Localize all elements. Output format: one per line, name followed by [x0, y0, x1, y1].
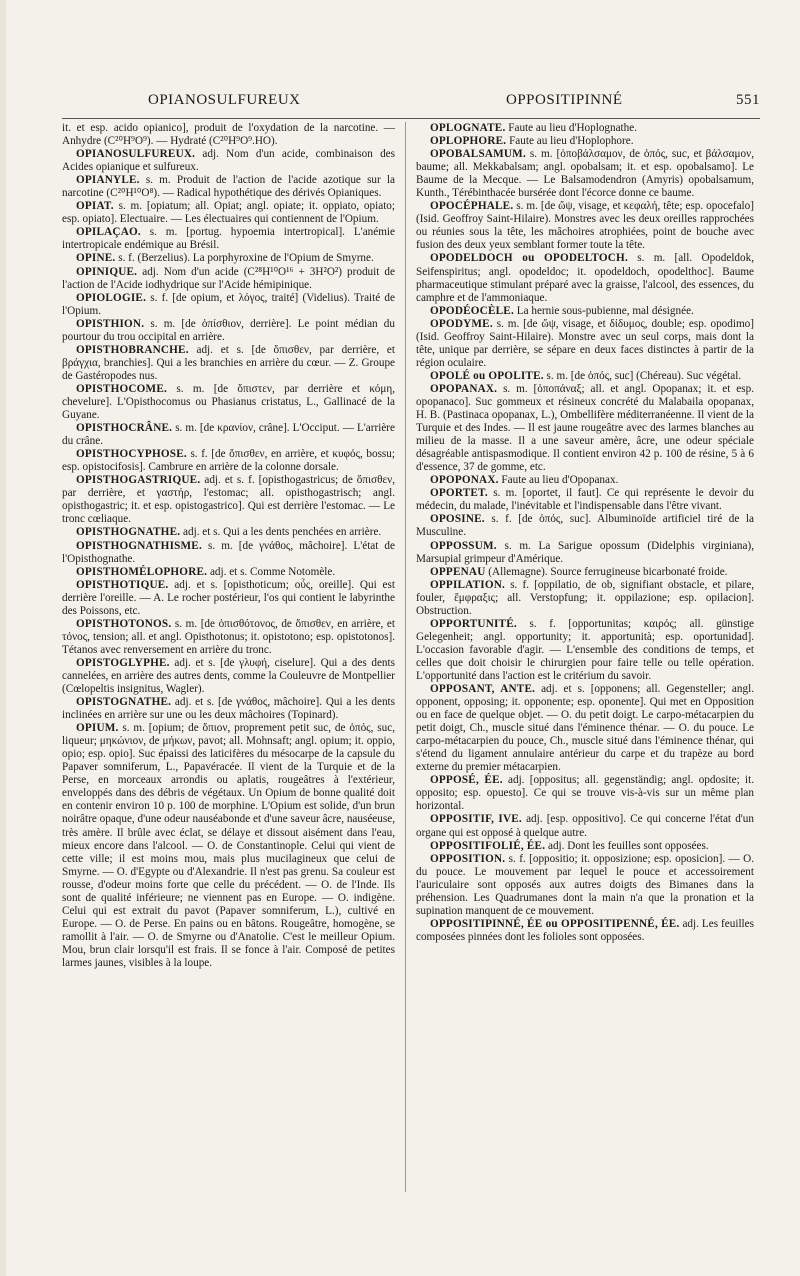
- dictionary-entry: [62, 148, 395, 174]
- dictionary-entry: [416, 383, 754, 474]
- entry-definition: Faute au lieu d'Hoplognathe.: [505, 122, 638, 134]
- header-left-word: OPIANOSULFUREUX: [148, 92, 301, 108]
- entry-headword: OPOPANAX.: [430, 382, 498, 395]
- dictionary-entry: [62, 540, 395, 566]
- dictionary-entry: [62, 252, 395, 265]
- entry-headword: OPPOSITIFOLIÉ, ÉE.: [430, 839, 546, 852]
- entry-headword: OPPENAU: [430, 565, 486, 578]
- entry-definition: adj. et s. [de γνάθος, mâchoire]. Qui a les dents inclinées en arrière sur une ou les deux mâchoires (Topinard).: [62, 696, 395, 722]
- page-number: 551: [736, 92, 760, 108]
- entry-definition: s. m. [de ὀπισθότονος, de ὄπισθεν, en arrière, et τόνος, tension; all. et angl. Opisthotonus; it. opistotono; esp. opistotonos]. Tétanos avec renversement en arrière du tronc.: [62, 617, 395, 656]
- entry-headword: OPIANYLE.: [76, 174, 140, 187]
- entry-definition: adj. Dont les feuilles sont opposées.: [545, 839, 709, 852]
- entry-definition: s. f. [de ὄπισθεν, en arrière, et κυφός, bossu; esp. opistocifosis]. Cambrure en arrière de la colonne dorsale.: [62, 448, 395, 474]
- entry-headword: OPLOPHORE.: [430, 135, 507, 148]
- entry-headword: OPPOSSUM.: [430, 539, 497, 552]
- entry-headword: OPPILATION.: [430, 578, 506, 591]
- entry-headword: OPISTOGNATHE.: [76, 696, 172, 709]
- dictionary-entry: [416, 683, 754, 774]
- entry-definition: adj. et s. f. [opisthogastricus; de ὄπισθεν, par derrière, et γαστήρ, l'estomac; all. opisthogastrisch; angl. opisthogastric; it. et esp. opistogastrico]. Qui est derrière l'estomac. — Le tronc cœliaque.: [62, 474, 395, 526]
- dictionary-entry: [416, 305, 754, 318]
- entry-headword: OPPOSANT, ANTE.: [430, 683, 536, 696]
- entry-definition: s. m. [de ὀπός, suc] (Chéreau). Suc végétal.: [543, 369, 742, 382]
- entry-definition: s. f. [opportunitas; καιρός; all. günstige Gelegenheit; angl. opportunity; it. apportunità; esp. oportunidad]. L'occasion favorable d'agir. — L'ensemble des conditions de temps, et celles que doit choisir le chirurgien pour faire telle ou telle opération. L'opportunité dans l'action est le critérium du savoir.: [416, 617, 754, 682]
- running-header: [62, 92, 760, 114]
- entry-headword: OPIUM.: [76, 722, 119, 735]
- dictionary-entry: [416, 513, 754, 539]
- entry-definition: s. m. [ὀποπάναξ; all. et angl. Opopanax; it. et esp. opopanaco]. Suc gommeux et résineux concrété du Malabaila opopanax, H. B. (Pastinaca opopanax, L.), Ombellifère méditerranéenne. Il vient de la Turquie et des Indes. — Il est jaune rougeâtre avec des larmes blanches au milieu de la masse. Il a une saveur amère, âcre, une odeur spéciale désagréable antispasmodique. Il contient environ 42 p. 100 de résine, 5 à 6 d'essence, 37 de gomme, etc.: [416, 382, 754, 474]
- entry-definition: s. m. [de ὤψ, visage, et κεφαλή, tête; esp. opocefalo] (Isid. Geoffroy Saint-Hilaire). Monstres avec les deux oreilles rapprochées ou réunies sous la tête, les mâchoires atrophiées, point de bouche avec fusion des deux yeux semblant former toute la tête.: [416, 200, 754, 252]
- entry-definition: s. m. Produit de l'action de l'acide azotique sur la narcotine (C²⁰H¹⁰O⁸). — Radical hypothétique des dérivés Opianiques.: [62, 174, 395, 200]
- dictionary-entry: [416, 813, 754, 839]
- entry-definition: s. f. [de ὀπός, suc]. Albuminoïde artificiel tiré de la Musculine.: [416, 513, 754, 539]
- entry-headword: OPISTHOCOME.: [76, 382, 167, 395]
- entry-headword: OPISTHOGNATHISME.: [76, 539, 202, 552]
- entry-definition: s. m. [opium; de ὄπιον, proprement petit suc, de ὀπός, suc, liqueur; μηκώνιον, de μήκων, pavot; all. Mohnsaft; angl. opium; it. oppio, opio; esp. opio]. Suc épaissi des laticifères du mésocarpe de la capsule du Papaver somniferum, L., Papavéracée. Il vient de la Turquie et de la Perse, en morceaux arrondis ou aplatis, rougeâtres à l'extérieur, enveloppés dans des débris de végétaux. Un Opium de bonne qualité doit en contenir environ 10 p. 100 de morphine. L'Opium est solide, d'un brun noirâtre opaque, d'une odeur nauséabonde et d'une saveur âcre, nauséeuse, très amère. Il brûle avec éclat, se délaye et dissout aisément dans l'eau, mieux encore dans l'alcool. — O. de Constantinople. Celui qui vient de cette ville; il est moins mou, mais plus mucilagineux que celui de Smyrne. — O. d'Egypte ou d'Alexandrie. Il n'est pas grenu. Sa couleur est rousse, d'odeur moins forte que celle du précédent. — O. de l'Inde. Ils sont de qualité inférieure; ne viennent pas en Europe. — O. indigène. Celui qui est extrait du pavot (Papaver somniferum, L.), cultivé en Europe. — O. de Perse. En pains ou en bâtons. Rougeâtre, homogène, se ramollit à l'air. — O. de Smyrne ou d'Anatolie. C'est le meilleur Opium. Mou, brun clair lorsqu'il est frais. Il se fonce à l'air. Composé de petites larmes jaunes, visibles à la loupe.: [62, 722, 395, 969]
- entry-headword: OPISTHOTIQUE.: [76, 578, 169, 591]
- entry-definition: s. f. [oppositio; it. opposizione; esp. oposicion]. — O. du pouce. Le mouvement par lequel le pouce et accessoirement l'auriculaire sont opposés aux autres doigts des Bimanes dans la préhension. Les Quadrumanes dont la main n'a que la pronation et la supination manquent de ce mouvement.: [416, 852, 754, 917]
- entry-definition: Faute au lieu d'Opopanax.: [498, 474, 619, 487]
- entry-definition: s. m. [all. Opodeldok, Seifenspiritus; angl. opodeldoc; it. opodeldoch, opodelthoc]. Baume pharmaceutique stimulant préparé avec la graisse, l'alcool, des essences, du camphre et de l'ammoniaque.: [416, 252, 755, 304]
- dictionary-entry: [416, 135, 754, 148]
- dictionary-entry: [62, 226, 395, 252]
- dictionary-entry: [62, 566, 395, 579]
- entry-definition: Faute au lieu d'Hoplophore.: [506, 135, 634, 148]
- entry-definition: s. m. [opiatum; all. Opiat; angl. opiate; it. oppiato, opiato; esp. opiato]. Electuaire. — Les électuaires qui contiennent de l'Opium.: [62, 200, 395, 226]
- entry-definition: adj. Nom d'un acide (C²⁸H¹⁰O¹⁶ + 3H²O²) produit de l'action de l'Acide iodhydrique sur l'Acide hémipinique.: [62, 265, 395, 291]
- entry-headword: OPIOLOGIE.: [76, 291, 147, 304]
- entry-definition: s. m. [de ὤψ, visage, et δίδυμος, double; esp. opodimo] (Isid. Geoffroy Saint-Hilaire). Monstre avec un seul corps, mais dont la tête, unique par derrière, se sépare en deux faces distinctes à partir de la région oculaire.: [416, 317, 754, 369]
- entry-headword: OPODYME.: [430, 317, 493, 330]
- dictionary-entry: [62, 344, 395, 383]
- dictionary-entry: [62, 292, 395, 318]
- dictionary-entry: [62, 122, 395, 148]
- entry-definition: adj. et s. [de γλυφή, ciselure]. Qui a des dents cannelées, en arrière des autres dents, comme la Couleuvre de Montpellier (Cœlopeltis insignitus, Wagler).: [62, 656, 396, 696]
- dictionary-entry: [416, 148, 754, 200]
- entry-definition: adj. et s. [de ὄπισθεν, par derrière, et βράγχια, branchies]. Qui a les branchies en arrière du cœur. — Z. Groupe de Gastéropodes nus.: [62, 343, 395, 382]
- entry-headword: OPPOSITION.: [430, 852, 506, 865]
- dictionary-entry: [416, 474, 754, 487]
- header-center-word: OPPOSITIPINNÉ: [506, 92, 623, 108]
- entry-definition: s. f. (Berzelius). La porphyroxine de l'Opium de Smyrne.: [115, 252, 374, 265]
- entry-headword: OPLOGNATE.: [430, 122, 506, 134]
- dictionary-entry: [62, 657, 395, 696]
- entry-headword: OPILAÇAO.: [76, 226, 141, 239]
- entry-headword: OPISTHOCRÂNE.: [76, 422, 173, 435]
- entry-headword: OPPOSÉ, ÉE.: [430, 774, 503, 787]
- entry-headword: OPISTOGLYPHE.: [76, 656, 170, 669]
- entry-definition: adj. et s. Qui a les dents penchées en arrière.: [180, 526, 382, 539]
- entry-definition: La hernie sous-pubienne, mal désignée.: [513, 304, 694, 317]
- entry-headword: OPINE.: [76, 252, 116, 265]
- entry-definition: s. m. [portug. hypoemia intertropical]. L'anémie intertropicale endémique au Brésil.: [62, 226, 395, 252]
- dictionary-entry: [416, 618, 754, 683]
- dictionary-entry: [62, 318, 395, 344]
- dictionary-entry: [416, 579, 754, 618]
- scan-edge: [0, 0, 6, 1276]
- entry-definition: adj. Nom d'un acide, combinaison des Acides opianique et sulfureux.: [62, 148, 395, 174]
- dictionary-entry: [416, 318, 754, 370]
- entry-headword: OPPOSITIPINNÉ, ÉE ou OPPOSITIPENNÉ, ÉE.: [430, 917, 680, 930]
- dictionary-entry: [62, 579, 395, 618]
- entry-headword: OPISTHOBRANCHE.: [76, 343, 189, 356]
- entry-headword: OPIANOSULFUREUX.: [76, 148, 196, 161]
- entry-headword: OPOCÉPHALE.: [430, 200, 514, 213]
- dictionary-entry: [416, 853, 754, 918]
- dictionary-entry: [62, 266, 395, 292]
- entry-definition: adj. et s. [opisthoticum; οὖς, oreille]. Qui est derrière l'oreille. — A. Le rocher postérieur, l'os qui contient le labyrinthe des Poissons, etc.: [62, 578, 395, 617]
- entry-headword: OPOBALSAMUM.: [430, 148, 526, 161]
- entry-definition: adj. [esp. oppositivo]. Ce qui concerne l'état d'un organe qui est opposé à quelque autre.: [416, 813, 754, 839]
- dictionary-entry: [416, 370, 754, 383]
- entry-headword: OPOLÉ ou OPOLITE.: [430, 369, 544, 382]
- dictionary-entry: [62, 474, 395, 526]
- entry-definition: s. m. [de ὄπιστεν, par derrière et κόμη, chevelure]. L'Opisthocomus ou Phasianus cristatus, L., Gallinacé de la Guyane.: [62, 382, 395, 422]
- dictionary-entry: [62, 422, 395, 448]
- entry-definition: it. et esp. acido opianico], produit de l'oxydation de la narcotine. — Anhydre (C²⁰H⁹O⁹). — Hydraté (C²⁰H⁹O⁹.HO).: [62, 122, 395, 148]
- entry-headword: OPIAT.: [76, 200, 114, 213]
- entry-headword: OPISTHION.: [76, 317, 145, 330]
- entry-definition: adj. [oppositus; all. gegenständig; angl. opdosite; it. opposito; esp. opuesto]. Ce qui se trouve vis-à-vis sur un même plan horizontal.: [416, 774, 754, 813]
- header-rule: [62, 118, 760, 119]
- dictionary-entry: [416, 774, 754, 813]
- dictionary-entry: [62, 722, 395, 970]
- entry-definition: (Allemagne). Source ferrugineuse bicarbonaté froide.: [485, 565, 728, 578]
- entry-definition: s. m. [de κρανίον, crâne]. L'Occiput. — L'arrière du crâne.: [62, 422, 395, 448]
- dictionary-entry: [62, 448, 395, 474]
- entry-definition: s. f. [de opium, et λόγος, traité] (Videlius). Traité de l'Opium.: [62, 291, 395, 317]
- entry-headword: OPODELDOCH ou OPODELTOCH.: [430, 252, 628, 265]
- dictionary-entry: [62, 526, 395, 539]
- dictionary-entry: [416, 566, 754, 579]
- left-column: [62, 122, 395, 970]
- dictionary-entry: [62, 200, 395, 226]
- entry-definition: s. m. [ὀποβάλσαμον, de ὀπός, suc, et βάλσαμον, baume; all. Mekkabalsam; angl. opobalsam; it. et esp. opobalsamo]. Le Baume de la Mecque. — Le Balsamodendron (Amyris) opobalsamum, Kunth., Térébinthacée bursérée dont l'écorce donne ce baume.: [416, 148, 754, 200]
- dictionary-entry: [62, 696, 395, 722]
- column-divider: [405, 122, 406, 1192]
- entry-definition: adj. Les feuilles composées pinnées dont les folioles sont opposées.: [416, 917, 754, 943]
- dictionary-entry: [416, 540, 754, 566]
- entry-definition: s. f. [oppilatio, de ob, signifiant obstacle, et pilare, fouler, ἔμφραξις; all. Verstopfung; it. oppilazione; esp. opilacion]. Obstruction.: [416, 578, 754, 617]
- entry-definition: s. m. [de ὀπίσθιον, derrière]. Le point médian du pourtour du trou occipital en arrière.: [62, 317, 395, 343]
- entry-headword: OPISTHOTONOS.: [76, 617, 172, 630]
- entry-headword: OPISTHOGASTRIQUE.: [76, 474, 201, 487]
- entry-headword: OPORTET.: [430, 487, 488, 500]
- dictionary-entry: [62, 383, 395, 422]
- entry-headword: OPOPONAX.: [430, 474, 499, 487]
- dictionary-entry: [416, 252, 754, 304]
- entry-definition: s. m. [oportet, il faut]. Ce qui représente le devoir du médecin, du malade, l'inévitable et l'indispensable dans l'être vivant.: [416, 487, 754, 513]
- entry-headword: OPISTHOGNATHE.: [76, 526, 181, 539]
- right-column: [416, 122, 754, 944]
- entry-definition: adj. et s. [opponens; all. Gegensteller; angl. opponent, opposing; it. opponente; esp. oponente]. Qui met en Opposition ou en face de quelque objet. — O. du petit doigt. Le carpo-métacarpien du petit doigt, Ch., muscle situé dans l'éminence thénar. — O. du pouce. Le carpo-métacarpien du pouce, Ch., muscle situé dans l'éminence thénar, qui s'étend du ligament annulaire antérieur du carpe et du trapèze au bord externe du premier métacarpien.: [416, 683, 754, 774]
- entry-definition: s. m. La Sarigue opossum (Didelphis virginiana), Marsupial grimpeur d'Amérique.: [416, 539, 754, 565]
- entry-headword: OPPORTUNITÉ.: [430, 617, 517, 630]
- entry-headword: OPPOSITIF, IVE.: [430, 813, 522, 826]
- entry-headword: OPINIQUE.: [76, 265, 138, 278]
- entry-definition: adj. et s. Comme Notomèle.: [207, 565, 336, 578]
- dictionary-entry: [416, 840, 754, 853]
- dictionary-entry: [416, 122, 754, 135]
- dictionary-entry: [62, 174, 395, 200]
- entry-headword: OPODÉOCÈLE.: [430, 304, 514, 317]
- dictionary-entry: [416, 487, 754, 513]
- entry-headword: OPOSINE.: [430, 513, 485, 526]
- entry-headword: OPISTHOMÉLOPHORE.: [76, 565, 208, 578]
- entry-definition: s. m. [de γνάθος, mâchoire]. L'état de l'Opisthognathe.: [62, 539, 395, 565]
- dictionary-entry: [416, 918, 754, 944]
- dictionary-entry: [416, 200, 754, 252]
- dictionary-entry: [62, 618, 395, 657]
- entry-headword: OPISTHOCYPHOSE.: [76, 448, 187, 461]
